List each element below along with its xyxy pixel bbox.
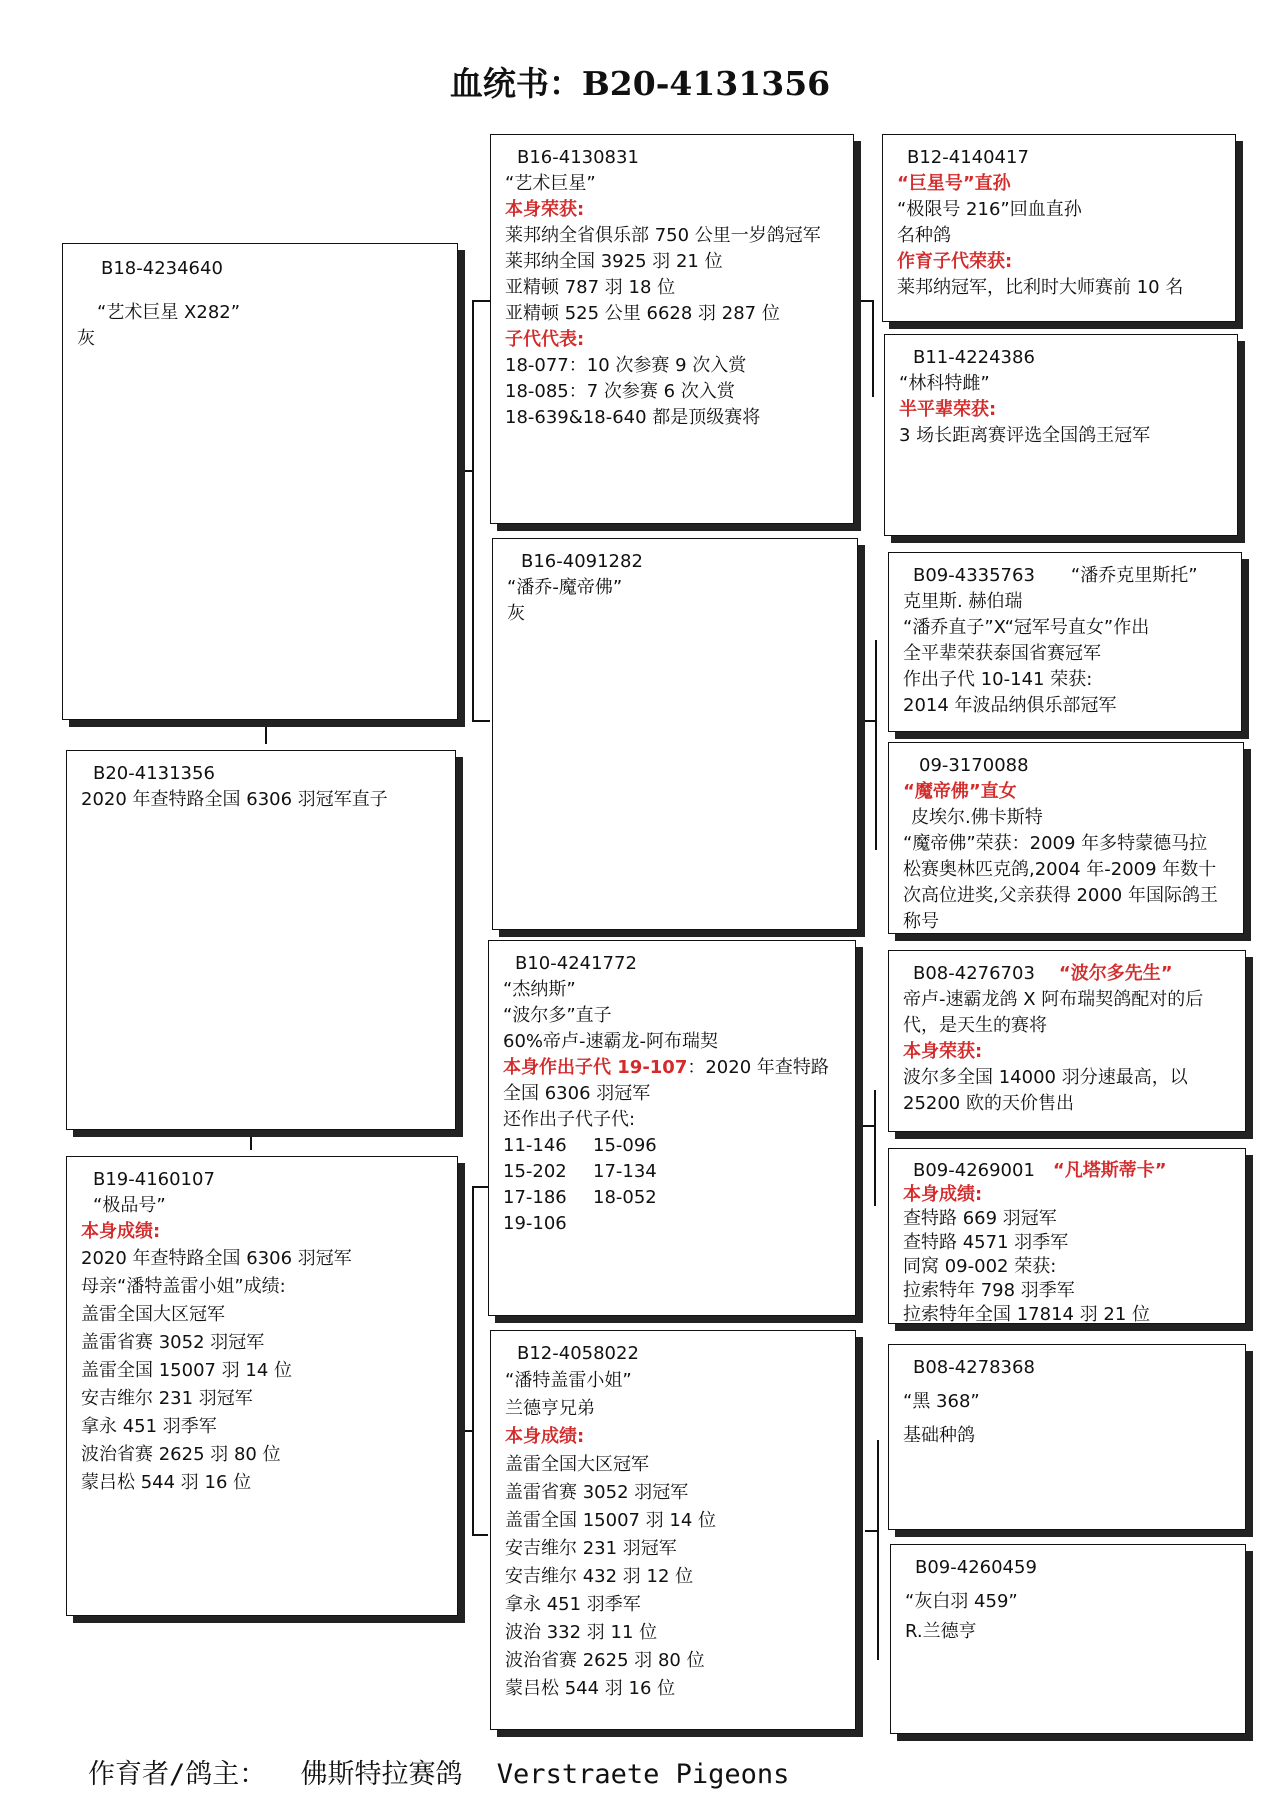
ring-number: B09-4260459 — [915, 1557, 1037, 1578]
record-line: 安吉维尔 231 羽冠军 — [505, 1538, 677, 1559]
record-line: 莱邦纳全国 3925 羽 21 位 — [505, 251, 723, 272]
ring-number: B16-4130831 — [517, 147, 639, 168]
record-line: 拉索特年全国 17814 羽 21 位 — [903, 1304, 1151, 1324]
connector — [875, 640, 877, 850]
record-line: 安吉维尔 432 羽 12 位 — [505, 1566, 694, 1587]
breeder-footer — [88, 1752, 807, 1791]
granddam-maternal-card — [490, 1330, 856, 1730]
breeder-note: 兰德亨兄弟 — [505, 1398, 595, 1419]
subject-card — [66, 750, 456, 1130]
offspring-record — [503, 1055, 843, 1107]
ring-number: B09-4269001 — [913, 1160, 1035, 1181]
record-line: 18-085：7 次参赛 6 次入赏 — [505, 381, 735, 402]
title-line — [903, 563, 1229, 589]
section-heading: 本身作出子代 19-107 — [503, 1057, 688, 1078]
great-grandparent-card — [888, 950, 1246, 1132]
record-paragraph: 帝卢-速霸龙鸽 X 阿布瑞契鸽配对的后代，是天生的赛将 — [903, 989, 1204, 1036]
page-title: 血统书：B20-4131356 — [449, 64, 831, 103]
ring-number: B12-4140417 — [907, 147, 1029, 168]
record-line: 2014 年波品纳俱乐部冠军 — [903, 695, 1117, 716]
record-line: 母亲“潘特盖雷小姐”成绩: — [81, 1276, 286, 1297]
record-line: 蒙吕松 544 羽 16 位 — [81, 1472, 252, 1493]
record-line: 名种鸽 — [897, 225, 951, 246]
ring-number: B11-4224386 — [913, 347, 1035, 368]
record-line: “潘乔直子”X“冠军号直女”作出 — [903, 617, 1150, 638]
connector — [865, 720, 875, 722]
connector — [472, 300, 474, 720]
pigeon-color: 灰 — [507, 603, 525, 624]
record-line: 莱邦纳冠军，比利时大师赛前 10 名 — [897, 277, 1184, 298]
record-line: 蒙吕松 544 羽 16 位 — [505, 1678, 676, 1699]
record-line: 盖雷省赛 3052 羽冠军 — [81, 1332, 265, 1353]
breeder-name-en: Verstraete Pigeons — [496, 1759, 790, 1790]
record-line: 同窝 09-002 荣获: — [903, 1256, 1057, 1277]
connector — [460, 1430, 472, 1432]
ring-number: B09-4335763 — [913, 565, 1035, 586]
breeder-label: 作育者/鸽主： — [88, 1759, 267, 1790]
record-line: 波治 332 羽 11 位 — [505, 1622, 658, 1643]
section-heading: 半平辈荣获: — [899, 399, 997, 420]
record-line: “波尔多”直子 — [503, 1005, 612, 1026]
section-heading: 本身成绩: — [81, 1221, 161, 1242]
ring-number: B20-4131356 — [93, 763, 215, 784]
pigeon-name: “杰纳斯” — [503, 979, 576, 1000]
great-grandparent-card — [888, 1344, 1246, 1530]
great-grandparent-card — [884, 334, 1238, 536]
connector — [458, 470, 472, 472]
pigeon-name: “极品号” — [93, 1195, 166, 1216]
connector — [472, 300, 490, 302]
section-heading: “魔帝佛”直女 — [903, 781, 1017, 802]
record-line: 查特路 4571 羽季军 — [903, 1232, 1069, 1253]
section-heading: 子代代表: — [505, 329, 585, 350]
ring-number: B16-4091282 — [521, 551, 643, 572]
offspring-ring: 19-106 — [503, 1213, 567, 1234]
pigeon-name: “艺术巨星” — [505, 173, 596, 194]
offspring-ring: 17-186 — [503, 1187, 567, 1208]
great-grandparent-card — [882, 134, 1236, 322]
offspring-ring: 15-096 — [593, 1135, 657, 1156]
record-line: 2020 年查特路全国 6306 羽冠军 — [81, 1248, 352, 1269]
pigeon-name: “潘乔-魔帝佛” — [507, 577, 623, 598]
connector — [877, 1440, 879, 1660]
record-line: 盖雷全国 15007 羽 14 位 — [81, 1360, 293, 1381]
connector — [265, 720, 267, 744]
record-line: 波治省赛 2625 羽 80 位 — [505, 1650, 705, 1671]
record-line: 拿永 451 羽季军 — [505, 1594, 641, 1615]
section-heading: 本身成绩: — [903, 1184, 983, 1205]
offspring-ring: 11-146 — [503, 1135, 567, 1156]
pigeon-name: “凡塔斯蒂卡” — [1052, 1160, 1167, 1181]
record-line: 基础种鸽 — [903, 1425, 975, 1446]
breeder-note: 皮埃尔.佛卡斯特 — [911, 807, 1043, 828]
record-line: 盖雷全国大区冠军 — [505, 1454, 649, 1475]
record-line: 莱邦纳全省俱乐部 750 公里一岁鸽冠军 — [505, 225, 821, 246]
record-line: 18-077：10 次参赛 9 次入赏 — [505, 355, 747, 376]
pigeon-name: “潘乔克里斯托” — [1070, 565, 1198, 586]
great-grandparent-card — [888, 1148, 1246, 1324]
ring-number: B12-4058022 — [517, 1343, 639, 1364]
pigeon-name: “波尔多先生” — [1058, 963, 1173, 984]
great-grandparent-card — [890, 1544, 1246, 1734]
pigeon-name: “黑 368” — [903, 1391, 980, 1412]
record-paragraph: 波尔多全国 14000 羽分速最高，以 25200 欧的天价售出 — [903, 1067, 1188, 1114]
record-line: 查特路 669 羽冠军 — [903, 1208, 1057, 1229]
record-line: 18-639&18-640 都是顶级赛将 — [505, 407, 761, 428]
connector — [872, 300, 874, 397]
connector — [472, 1186, 488, 1188]
record-line: 亚精顿 525 公里 6628 羽 287 位 — [505, 303, 780, 324]
breeder-name-cn: 佛斯特拉赛鸽 — [300, 1759, 463, 1790]
offspring-list — [503, 1133, 843, 1237]
connector — [472, 1534, 488, 1536]
section-heading: 本身成绩: — [505, 1426, 585, 1447]
connector — [865, 1530, 877, 1532]
record-line: 波治省赛 2625 羽 80 位 — [81, 1444, 281, 1465]
pigeon-name: “灰白羽 459” — [905, 1591, 1018, 1612]
record-line: 3 场长距离赛评选全国鸽王冠军 — [899, 425, 1151, 446]
section-heading: 本身荣获: — [505, 199, 585, 220]
ring-number: B10-4241772 — [515, 953, 637, 974]
pigeon-name: “艺术巨星 X282” — [97, 302, 241, 323]
subject-note: 2020 年查特路全国 6306 羽冠军直子 — [81, 789, 388, 810]
record-line: 60%帝卢-速霸龙-阿布瑞契 — [503, 1031, 718, 1052]
connector — [472, 1186, 474, 1534]
record-line: 作出子代 10-141 荣获: — [903, 669, 1093, 690]
ring-number: B08-4276703 — [913, 963, 1035, 984]
record-line: 还作出子代子代: — [503, 1109, 636, 1130]
great-grandparent-card — [888, 552, 1242, 732]
breeder-note: R.兰德亨 — [905, 1621, 977, 1642]
record-line: 拉索特年 798 羽季军 — [903, 1280, 1075, 1301]
offspring-ring: 15-202 — [503, 1161, 567, 1182]
record-line: “极限号 216”回血直孙 — [897, 199, 1082, 220]
ring-number: 09-3170088 — [919, 755, 1029, 776]
title-line — [903, 1159, 1233, 1183]
section-heading: 作育子代荣获: — [897, 251, 1013, 272]
pigeon-name: “林科特雌” — [899, 373, 990, 394]
connector — [862, 1125, 874, 1127]
ring-number: B19-4160107 — [93, 1169, 215, 1190]
great-grandparent-card — [888, 742, 1244, 934]
grandsire-maternal-card — [488, 940, 856, 1316]
pigeon-name: “潘特盖雷小姐” — [505, 1370, 632, 1391]
offspring-ring: 17-134 — [593, 1161, 657, 1182]
record-line: 盖雷全国大区冠军 — [81, 1304, 225, 1325]
pigeon-color: 灰 — [77, 328, 95, 349]
record-line: 全平辈荣获泰国省赛冠军 — [903, 643, 1101, 664]
connector — [860, 300, 872, 302]
dam-card — [66, 1156, 458, 1616]
record-text: ：2020 年查特路全国 6306 羽冠军 — [503, 1057, 829, 1104]
record-line: 拿永 451 羽季军 — [81, 1416, 217, 1437]
record-line: 克里斯. 赫伯瑞 — [903, 591, 1023, 612]
title-line — [903, 961, 1233, 987]
record-line: 亚精顿 787 羽 18 位 — [505, 277, 676, 298]
connector — [472, 720, 490, 722]
ring-number: B08-4278368 — [913, 1357, 1035, 1378]
record-line: 安吉维尔 231 羽冠军 — [81, 1388, 253, 1409]
grandsire-paternal-card — [490, 134, 854, 524]
sire-card — [62, 243, 458, 720]
ring-number: B18-4234640 — [101, 258, 223, 279]
record-line: 盖雷全国 15007 羽 14 位 — [505, 1510, 717, 1531]
section-heading: “巨星号”直孙 — [897, 173, 1011, 194]
section-heading: 本身荣获: — [903, 1041, 983, 1062]
granddam-paternal-card — [492, 538, 858, 930]
record-line: 盖雷省赛 3052 羽冠军 — [505, 1482, 689, 1503]
record-paragraph: “魔帝佛”荣获：2009 年多特蒙德马拉松赛奥林匹克鸽,2004 年-2009 年数十次高位进奖,父亲获得 2000 年国际鸽王称号 — [903, 833, 1218, 932]
offspring-ring: 18-052 — [593, 1187, 657, 1208]
connector — [874, 1090, 876, 1206]
